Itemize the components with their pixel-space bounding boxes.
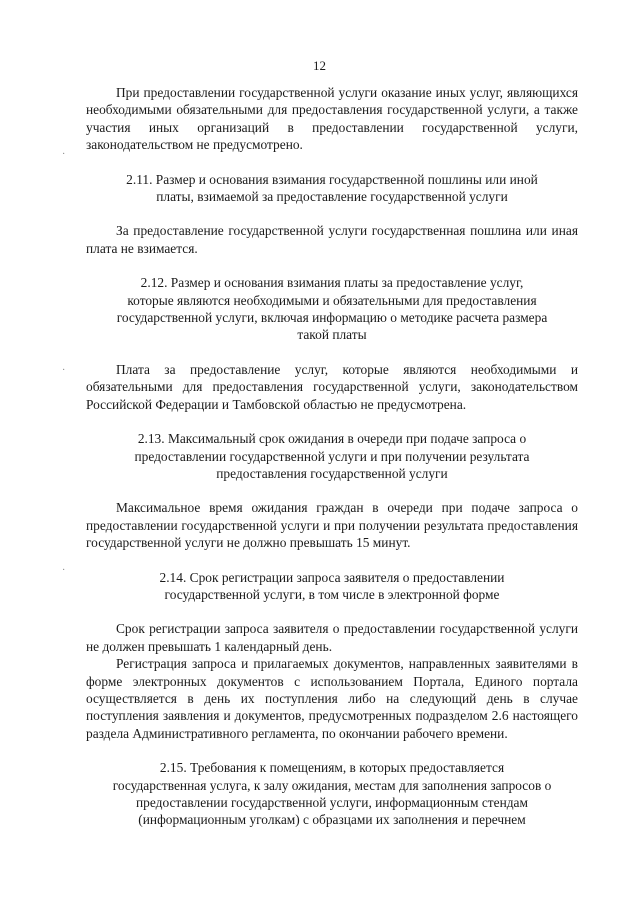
heading-line: которые являются необходимыми и обязательными для предоставления [127,292,537,308]
heading-line: предоставлении государственной услуги и при получении результата [134,448,530,464]
section-heading-2-11 [86,171,578,206]
heading-line: 2.14. Срок регистрации запроса заявителя о предоставлении [159,569,505,585]
heading-line: государственная услуга, к залу ожидания, местам для заполнения запросов о [112,777,552,793]
heading-line: (информационным уголкам) с образцами их заполнения и перечнем [138,812,526,828]
heading-line: 2.12. Размер и основания взимания платы за предоставление услуг, [140,275,524,291]
section-heading-2-13 [86,430,578,482]
section-heading-2-12 [86,274,578,344]
heading-line: предоставлении государственной услуги, информационным стендам [136,795,528,810]
heading-line: такой платы [297,327,367,343]
paragraph: Максимальное время ожидания граждан в очереди при подаче запроса о предоставлении государственной услуги и при получении результата предоставления государственной услуги не должно превышать 15 минут. [86,500,578,551]
heading-line: 2.15. Требования к помещениям, в которых предоставляется [159,760,505,776]
heading-line: 2.11. Размер и основания взимания государственной пошлины или иной [126,171,538,187]
paragraph: Регистрация запроса и прилагаемых документов, направленных заявителями в форме электронных документов с использованием Портала, Единого портала осуществляется в день их поступления либо на следующий день в случае поступления заявления и документов, предусмотренных подразделом 2.6 настоящего раздела Административного регламента, по окончании рабочего времени. [86,656,578,741]
paragraph: За предоставление государственной услуги государственная пошлина или иная плата не взимается. [86,223,578,256]
section-heading-2-14 [86,569,578,604]
document-body [86,84,578,829]
paragraph: При предоставлении государственной услуги оказание иных услуг, являющихся необходимыми обязательными для предоставления государственной услуги, а также участия иных организаций в предоставлении государственной услуги, законодательством не предусмотрено. [86,85,578,153]
paragraph: Срок регистрации запроса заявителя о предоставлении государственной услуги не должен превышать 1 календарный день. [86,621,578,654]
scan-speck: · [62,365,66,376]
heading-line: предоставления государственной услуги [216,465,448,481]
page-number: 12 [313,58,326,73]
scan-speck: · [62,565,66,576]
heading-line: 2.13. Максимальный срок ожидания в очереди при подаче запроса о [137,431,527,447]
heading-line: государственной услуги, включая информацию о методике расчета размера [116,310,548,326]
heading-line: государственной услуги, в том числе в электронной форме [164,586,500,602]
heading-line: платы, взимаемой за предоставление государственной услуги [156,189,508,205]
section-heading-2-15 [86,759,578,829]
paragraph: Плата за предоставление услуг, которые являются необходимыми и обязательными для предоставления государственной услуги, законодательством Российской Федерации и Тамбовской областью не предусмотрена. [86,361,578,412]
scan-speck: · [62,149,66,160]
